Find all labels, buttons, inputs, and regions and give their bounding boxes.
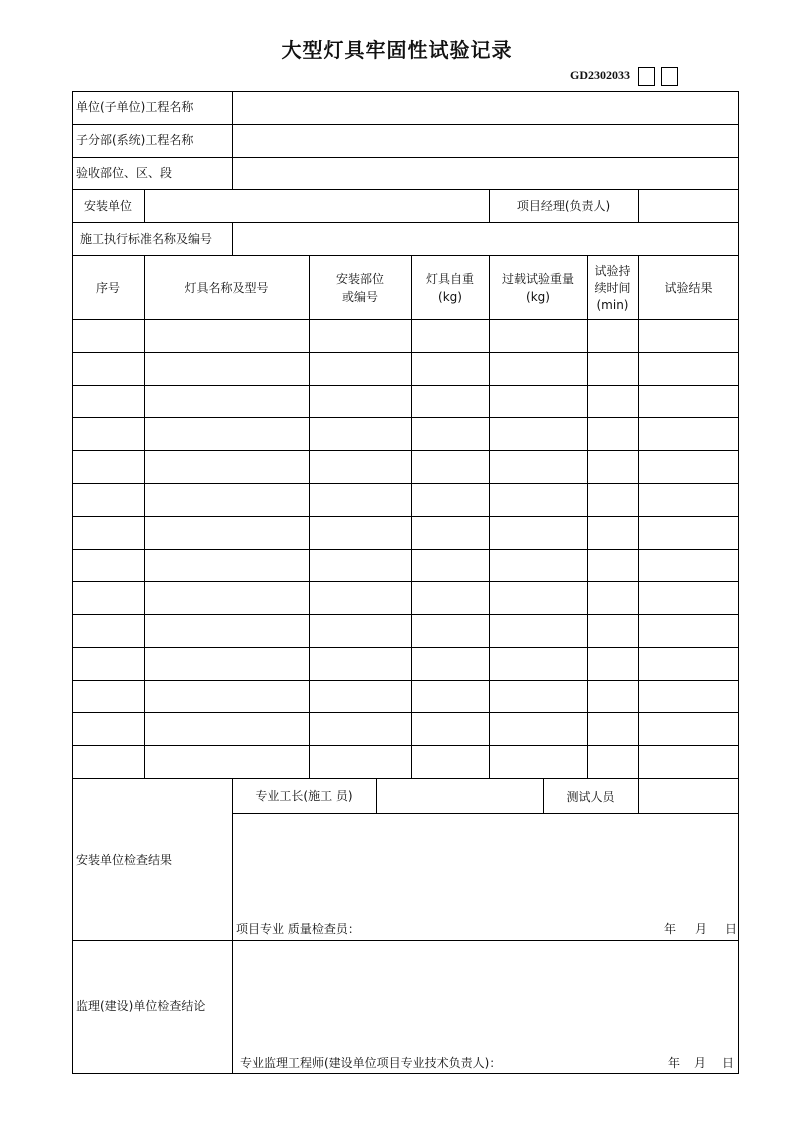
table-cell-duration[interactable] bbox=[588, 517, 638, 549]
header-overload-line2: (kg) bbox=[526, 290, 550, 304]
acceptance-part-label: 验收部位、区、段 bbox=[76, 166, 173, 180]
table-cell-name-model[interactable] bbox=[145, 353, 309, 385]
table-cell-overload[interactable] bbox=[490, 648, 587, 680]
inspector-label: 项目专业 质量检查员： bbox=[236, 922, 360, 936]
table-cell-result[interactable] bbox=[639, 550, 739, 582]
table-cell-seq[interactable] bbox=[73, 648, 144, 680]
table-cell-duration[interactable] bbox=[588, 582, 638, 614]
table-cell-location[interactable] bbox=[310, 484, 411, 516]
table-cell-duration[interactable] bbox=[588, 418, 638, 450]
tester-field[interactable] bbox=[639, 779, 738, 813]
form-code: GD2302033 bbox=[570, 68, 630, 82]
install-check-result-field[interactable] bbox=[233, 814, 738, 919]
project-name-field[interactable] bbox=[233, 92, 738, 124]
table-cell-overload[interactable] bbox=[490, 451, 587, 483]
table-cell-duration[interactable] bbox=[588, 713, 638, 745]
table-cell-seq[interactable] bbox=[73, 451, 144, 483]
table-cell-name-model[interactable] bbox=[145, 615, 309, 647]
project-manager-label: 项目经理(负责人) bbox=[516, 199, 611, 213]
table-cell-seq[interactable] bbox=[73, 517, 144, 549]
table-cell-duration[interactable] bbox=[588, 353, 638, 385]
table-cell-weight[interactable] bbox=[412, 746, 489, 778]
foreman-field[interactable] bbox=[377, 779, 543, 813]
rule bbox=[587, 255, 588, 779]
table-cell-result[interactable] bbox=[639, 451, 739, 483]
table-cell-duration[interactable] bbox=[588, 484, 638, 516]
table-cell-weight[interactable] bbox=[412, 517, 489, 549]
table-cell-seq[interactable] bbox=[73, 550, 144, 582]
table-cell-seq[interactable] bbox=[73, 418, 144, 450]
table-cell-seq[interactable] bbox=[73, 353, 144, 385]
table-cell-location[interactable] bbox=[310, 648, 411, 680]
table-cell-location[interactable] bbox=[310, 746, 411, 778]
table-cell-result[interactable] bbox=[639, 353, 739, 385]
table-cell-location[interactable] bbox=[310, 550, 411, 582]
header-duration-line3: (min) bbox=[596, 298, 629, 312]
table-cell-result[interactable] bbox=[639, 746, 739, 778]
table-cell-result[interactable] bbox=[639, 517, 739, 549]
standard-label: 施工执行标准名称及编号 bbox=[80, 232, 213, 246]
table-cell-name-model[interactable] bbox=[145, 681, 309, 713]
supervision-date-day: 日 bbox=[722, 1056, 735, 1070]
table-cell-overload[interactable] bbox=[490, 517, 587, 549]
header-duration-line2: 续时间 bbox=[594, 281, 631, 295]
table-cell-seq[interactable] bbox=[73, 713, 144, 745]
install-unit-field[interactable] bbox=[145, 190, 489, 222]
table-cell-overload[interactable] bbox=[490, 484, 587, 516]
table-cell-seq[interactable] bbox=[73, 320, 144, 352]
table-cell-duration[interactable] bbox=[588, 681, 638, 713]
table-cell-duration[interactable] bbox=[588, 550, 638, 582]
install-date-day: 日 bbox=[725, 922, 738, 936]
table-cell-weight[interactable] bbox=[412, 418, 489, 450]
sub-project-label: 子分部(系统)工程名称 bbox=[76, 133, 194, 147]
table-cell-duration[interactable] bbox=[588, 615, 638, 647]
supervision-label: 监理(建设)单位检查结论 bbox=[76, 999, 206, 1013]
install-check-label: 安装单位检查结果 bbox=[76, 853, 173, 867]
table-cell-location[interactable] bbox=[310, 681, 411, 713]
install-unit-label: 安装单位 bbox=[83, 199, 132, 213]
table-cell-overload[interactable] bbox=[490, 615, 587, 647]
table-cell-location[interactable] bbox=[310, 451, 411, 483]
supervision-conclusion-field[interactable] bbox=[233, 941, 738, 1051]
install-date-year: 年 bbox=[664, 922, 677, 936]
supervision-engineer-label: 专业监理工程师(建设单位项目专业技术负责人)： bbox=[240, 1056, 502, 1070]
table-cell-seq[interactable] bbox=[73, 681, 144, 713]
table-cell-seq[interactable] bbox=[73, 582, 144, 614]
table-cell-overload[interactable] bbox=[490, 713, 587, 745]
table-cell-result[interactable] bbox=[639, 418, 739, 450]
table-cell-name-model[interactable] bbox=[145, 320, 309, 352]
form-code-box-1[interactable] bbox=[638, 67, 655, 86]
table-cell-weight[interactable] bbox=[412, 386, 489, 418]
foreman-label: 专业工长(施工 员) bbox=[255, 789, 353, 803]
table-cell-seq[interactable] bbox=[73, 484, 144, 516]
sub-project-field[interactable] bbox=[233, 125, 738, 157]
table-cell-overload[interactable] bbox=[490, 582, 587, 614]
table-cell-location[interactable] bbox=[310, 582, 411, 614]
table-cell-overload[interactable] bbox=[490, 746, 587, 778]
project-name-label: 单位(子单位)工程名称 bbox=[76, 100, 194, 114]
table-cell-name-model[interactable] bbox=[145, 386, 309, 418]
table-cell-result[interactable] bbox=[639, 681, 739, 713]
table-cell-name-model[interactable] bbox=[145, 648, 309, 680]
table-cell-location[interactable] bbox=[310, 320, 411, 352]
table-cell-location[interactable] bbox=[310, 418, 411, 450]
supervision-date-month: 月 bbox=[694, 1056, 707, 1070]
table-cell-location[interactable] bbox=[310, 615, 411, 647]
table-cell-location[interactable] bbox=[310, 517, 411, 549]
header-weight-line1: 灯具自重 bbox=[425, 272, 474, 286]
table-cell-overload[interactable] bbox=[490, 320, 587, 352]
rule bbox=[489, 255, 490, 779]
header-overload-line1: 过载试验重量 bbox=[501, 272, 574, 286]
table-cell-overload[interactable] bbox=[490, 386, 587, 418]
table-cell-result[interactable] bbox=[639, 582, 739, 614]
table-cell-duration[interactable] bbox=[588, 648, 638, 680]
table-cell-weight[interactable] bbox=[412, 550, 489, 582]
project-manager-field[interactable] bbox=[639, 190, 738, 222]
header-seq: 序号 bbox=[95, 281, 120, 295]
page-title: 大型灯具牢固性试验记录 bbox=[281, 38, 513, 62]
table-cell-result[interactable] bbox=[639, 386, 739, 418]
header-location-line2: 或编号 bbox=[341, 290, 378, 304]
install-date-month: 月 bbox=[695, 922, 708, 936]
table-cell-weight[interactable] bbox=[412, 713, 489, 745]
table-cell-seq[interactable] bbox=[73, 746, 144, 778]
table-cell-name-model[interactable] bbox=[145, 713, 309, 745]
rule bbox=[411, 255, 412, 779]
table-cell-duration[interactable] bbox=[588, 746, 638, 778]
header-duration-line1: 试验持 bbox=[594, 264, 631, 278]
table-cell-weight[interactable] bbox=[412, 320, 489, 352]
table-cell-weight[interactable] bbox=[412, 615, 489, 647]
tester-label: 测试人员 bbox=[566, 790, 615, 804]
table-cell-location[interactable] bbox=[310, 386, 411, 418]
table-cell-overload[interactable] bbox=[490, 550, 587, 582]
table-cell-overload[interactable] bbox=[490, 418, 587, 450]
table-cell-result[interactable] bbox=[639, 713, 739, 745]
rule bbox=[638, 255, 639, 779]
table-cell-seq[interactable] bbox=[73, 386, 144, 418]
table-cell-duration[interactable] bbox=[588, 386, 638, 418]
table-cell-location[interactable] bbox=[310, 353, 411, 385]
form-code-box-2[interactable] bbox=[661, 67, 678, 86]
supervision-date-year: 年 bbox=[668, 1056, 681, 1070]
table-cell-name-model[interactable] bbox=[145, 517, 309, 549]
rule bbox=[144, 255, 145, 779]
header-result: 试验结果 bbox=[664, 281, 713, 295]
table-cell-result[interactable] bbox=[639, 320, 739, 352]
table-cell-result[interactable] bbox=[639, 648, 739, 680]
standard-field[interactable] bbox=[233, 223, 738, 255]
table-cell-weight[interactable] bbox=[412, 451, 489, 483]
table-cell-name-model[interactable] bbox=[145, 746, 309, 778]
table-cell-name-model[interactable] bbox=[145, 418, 309, 450]
table-cell-weight[interactable] bbox=[412, 582, 489, 614]
table-cell-duration[interactable] bbox=[588, 320, 638, 352]
table-cell-weight[interactable] bbox=[412, 353, 489, 385]
table-cell-name-model[interactable] bbox=[145, 582, 309, 614]
header-name-model: 灯具名称及型号 bbox=[184, 281, 269, 295]
table-cell-duration[interactable] bbox=[588, 451, 638, 483]
table-cell-result[interactable] bbox=[639, 484, 739, 516]
table-cell-weight[interactable] bbox=[412, 648, 489, 680]
table-cell-name-model[interactable] bbox=[145, 451, 309, 483]
table-cell-result[interactable] bbox=[639, 615, 739, 647]
table-cell-name-model[interactable] bbox=[145, 484, 309, 516]
table-cell-weight[interactable] bbox=[412, 681, 489, 713]
rule bbox=[309, 255, 310, 779]
header-weight-line2: (kg) bbox=[438, 290, 462, 304]
acceptance-part-field[interactable] bbox=[233, 158, 738, 189]
header-location-line1: 安装部位 bbox=[335, 272, 384, 286]
table-cell-name-model[interactable] bbox=[145, 550, 309, 582]
table-cell-weight[interactable] bbox=[412, 484, 489, 516]
table-cell-location[interactable] bbox=[310, 713, 411, 745]
table-cell-overload[interactable] bbox=[490, 681, 587, 713]
table-cell-overload[interactable] bbox=[490, 353, 587, 385]
table-cell-seq[interactable] bbox=[73, 615, 144, 647]
